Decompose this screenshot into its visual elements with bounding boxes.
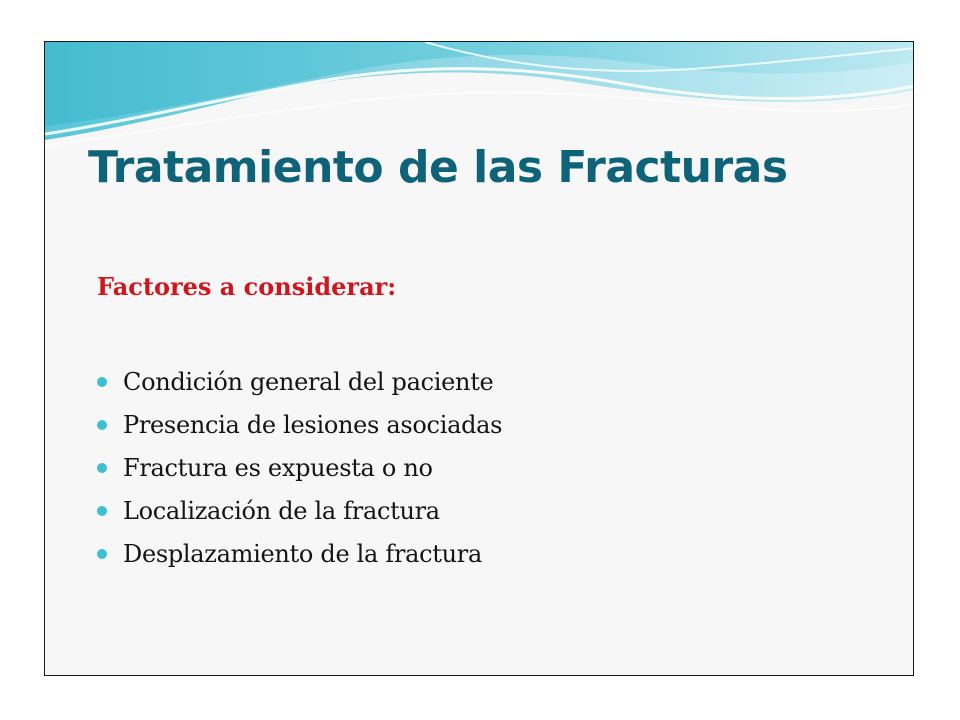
- list-item: [97, 489, 502, 532]
- bullet-dot-icon: [97, 506, 107, 516]
- list-item: [97, 360, 502, 403]
- bullet-text: Presencia de lesiones asociadas: [123, 410, 503, 439]
- slide-title: Tratamiento de las Fracturas: [88, 142, 788, 193]
- bullet-text: Desplazamiento de la fractura: [123, 539, 482, 568]
- bullet-list: [97, 360, 502, 575]
- bullet-dot-icon: [97, 549, 107, 559]
- list-item: [97, 446, 502, 489]
- bullet-text: Condición general del paciente: [123, 367, 494, 396]
- bullet-text: Localización de la fractura: [123, 496, 440, 525]
- bullet-dot-icon: [97, 463, 107, 473]
- bullet-dot-icon: [97, 420, 107, 430]
- list-item: [97, 403, 502, 446]
- list-item: [97, 532, 502, 575]
- slide-subtitle: Factores a considerar:: [97, 272, 397, 301]
- bullet-text: Fractura es expuesta o no: [123, 453, 433, 482]
- bullet-dot-icon: [97, 377, 107, 387]
- slide: [44, 41, 914, 676]
